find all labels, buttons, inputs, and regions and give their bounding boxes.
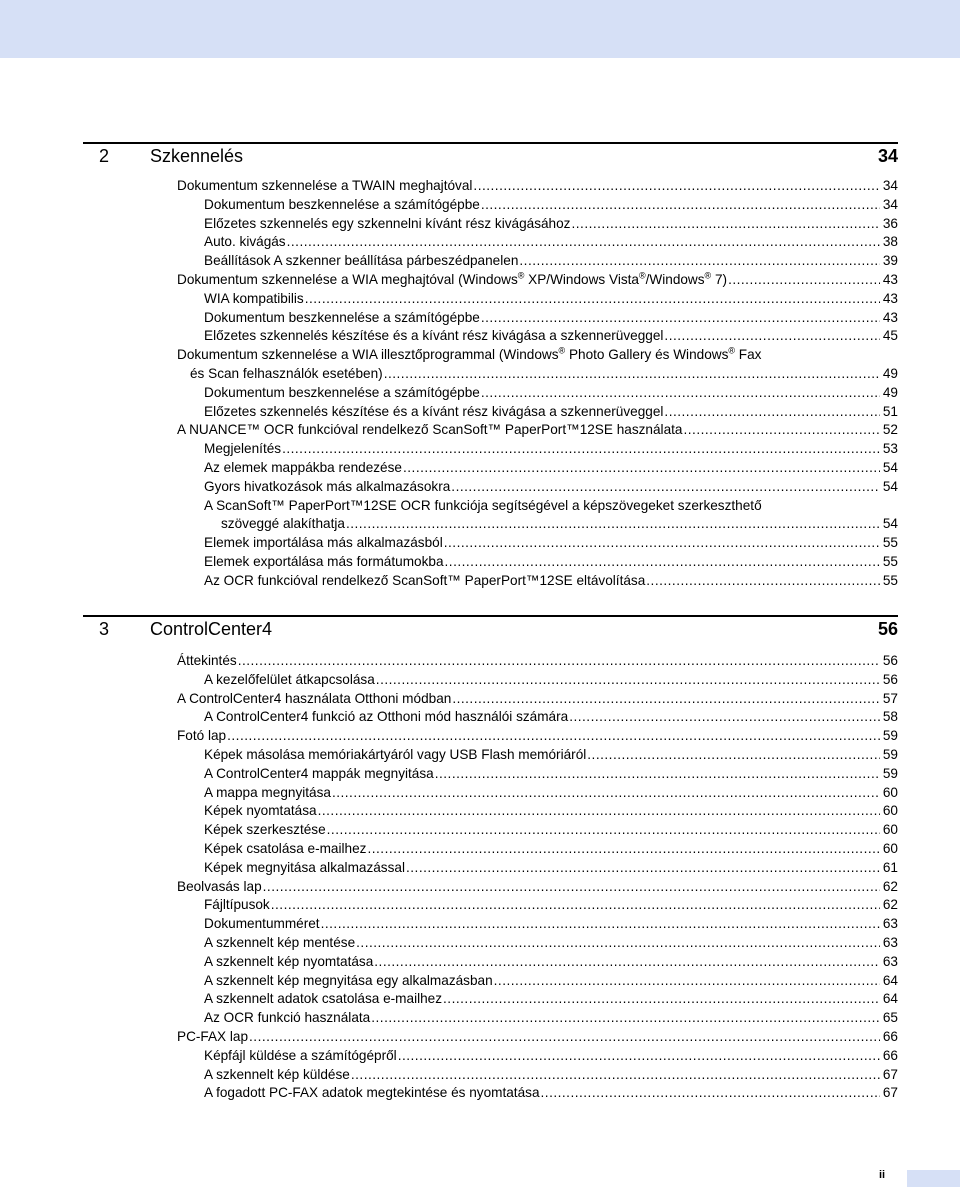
dot-leader [444, 534, 880, 553]
toc-entry[interactable] [0, 746, 960, 765]
toc-entry-page: 55 [880, 553, 898, 572]
toc-entry-text: Gyors hivatkozások más alkalmazásokra [204, 478, 451, 497]
toc-entry-page: 59 [880, 727, 898, 746]
toc-entry-page: 57 [880, 690, 898, 709]
toc-entry[interactable] [0, 953, 960, 972]
toc-entry-text: A szkennelt kép megnyitása egy alkalmazásban [204, 972, 494, 991]
toc-entry-page: 34 [880, 177, 898, 196]
registered-mark: ® [728, 345, 736, 356]
dot-leader [271, 896, 880, 915]
toc-entry-text: WIA kompatibilis [204, 290, 305, 309]
toc-list [0, 652, 960, 1103]
dot-leader [249, 1028, 880, 1047]
toc-entry-text: A kezelőfelület átkapcsolása [204, 671, 376, 690]
toc-entry-page: 64 [880, 990, 898, 1009]
dot-leader [541, 1084, 880, 1103]
toc-entry-text: A szkennelt kép küldése [204, 1066, 351, 1085]
chapter-heading [83, 142, 898, 169]
toc-entry-page: 55 [880, 572, 898, 591]
toc-entry-page: 58 [880, 708, 898, 727]
toc-entry-page: 43 [880, 309, 898, 328]
dot-leader [435, 765, 880, 784]
toc-entry[interactable] [0, 972, 960, 991]
dot-leader [318, 802, 880, 821]
toc-entry-page: 60 [880, 840, 898, 859]
toc-entry-page: 60 [880, 802, 898, 821]
toc-entry-page: 66 [880, 1047, 898, 1066]
dot-leader [287, 233, 880, 252]
toc-entry[interactable] [0, 915, 960, 934]
dot-leader [321, 915, 880, 934]
dot-leader [332, 784, 880, 803]
toc-entry[interactable] [0, 1047, 960, 1066]
toc-entry-page: 52 [880, 421, 898, 440]
toc-entry[interactable] [0, 1066, 960, 1085]
toc-entry-text: Beolvasás lap [177, 878, 263, 897]
toc-entry-page: 55 [880, 534, 898, 553]
toc-entry-page: 43 [880, 290, 898, 309]
toc-entry[interactable] [0, 671, 960, 690]
toc-entry-text: Dokumentum szkennelése a WIA illesztőprogrammal (Windows® Photo Gallery és Windows® Fax [177, 345, 762, 363]
dot-leader [371, 1009, 880, 1028]
dot-leader [587, 746, 880, 765]
toc-entry-text: Fotó lap [177, 727, 227, 746]
toc-entry[interactable] [0, 1084, 960, 1103]
toc-entry[interactable] [0, 252, 960, 271]
toc-entry[interactable] [0, 177, 960, 196]
toc-entry[interactable] [0, 765, 960, 784]
toc-entry[interactable] [0, 821, 960, 840]
registered-mark: ® [517, 270, 525, 281]
registered-mark: ® [704, 270, 712, 281]
toc-entry-text: Előzetes szkennelés készítése és a kívánt rész kivágása a szkennerüveggel [204, 403, 664, 422]
chapter-title: ControlCenter4 [150, 619, 273, 639]
toc-entry[interactable] [0, 690, 960, 709]
toc-entry[interactable] [0, 309, 960, 328]
toc-entry-text: A ControlCenter4 használata Otthoni módban [177, 690, 452, 709]
dot-leader [327, 821, 880, 840]
toc-entry-page: 65 [880, 1009, 898, 1028]
dot-leader [398, 1047, 880, 1066]
toc-entry-text: Képek nyomtatása [204, 802, 318, 821]
toc-entry-page: 67 [880, 1066, 898, 1085]
toc-entry[interactable] [0, 1009, 960, 1028]
toc-entry-page: 51 [880, 403, 898, 422]
toc-entry[interactable] [0, 290, 960, 309]
toc-entry-page: 63 [880, 934, 898, 953]
toc-entry-page: 61 [880, 859, 898, 878]
toc-entry-text: A ControlCenter4 mappák megnyitása [204, 765, 435, 784]
toc-entry[interactable] [0, 440, 960, 459]
chapter-page: 56 [877, 619, 898, 639]
toc-entry[interactable] [0, 421, 960, 440]
toc-entry[interactable] [0, 196, 960, 215]
toc-entry[interactable] [0, 403, 960, 422]
toc-entry-text: Az elemek mappákba rendezése [204, 459, 403, 478]
toc-entry-text: Képek csatolása e-mailhez [204, 840, 367, 859]
dot-leader [481, 309, 880, 328]
toc-entry-page: 45 [880, 327, 898, 346]
dot-leader [443, 990, 880, 1009]
toc-entry[interactable] [0, 478, 960, 497]
toc-entry[interactable] [0, 365, 960, 384]
toc-entry[interactable] [0, 990, 960, 1009]
toc-entry-text: A fogadott PC-FAX adatok megtekintése és nyomtatása [204, 1084, 541, 1103]
toc-entry-text: Dokumentum beszkennelése a számítógépbe [204, 196, 481, 215]
footer-band [907, 1170, 960, 1187]
toc-entry[interactable] [0, 572, 960, 591]
chapter-heading [83, 615, 898, 642]
toc-entry[interactable] [0, 553, 960, 572]
toc-entry[interactable] [0, 878, 960, 897]
dot-leader [282, 440, 880, 459]
toc-entry-page: 62 [880, 896, 898, 915]
toc-entry[interactable] [0, 459, 960, 478]
toc-entry-text: A mappa megnyitása [204, 784, 332, 803]
toc-entry-page: 60 [880, 784, 898, 803]
toc-entry-page: 36 [880, 215, 898, 234]
dot-leader [664, 403, 879, 422]
toc-entry[interactable] [0, 1028, 960, 1047]
toc-entry-text: A ControlCenter4 funkció az Otthoni mód használói számára [204, 708, 569, 727]
toc-entry[interactable] [0, 534, 960, 553]
toc-entry[interactable] [0, 859, 960, 878]
toc-entry-text: Dokumentum szkennelése a TWAIN meghajtóval [177, 177, 473, 196]
toc-entry-page: 59 [880, 746, 898, 765]
dot-leader [403, 459, 880, 478]
toc-entry[interactable] [0, 727, 960, 746]
toc-entry-text: A szkennelt kép nyomtatása [204, 953, 374, 972]
header-band [0, 0, 960, 58]
chapter-title: Szkennelés [150, 146, 244, 166]
toc-entry[interactable] [0, 384, 960, 403]
dot-leader [367, 840, 879, 859]
toc-entry-text: Képek megnyitása alkalmazással [204, 859, 406, 878]
toc-entry-text: Fájltípusok [204, 896, 271, 915]
toc-entry-text: Képek szerkesztése [204, 821, 327, 840]
toc-entry-page: 43 [880, 271, 898, 290]
toc-entry-text: A szkennelt adatok csatolása e-mailhez [204, 990, 443, 1009]
dot-leader [481, 196, 880, 215]
dot-leader [376, 671, 880, 690]
dot-leader [664, 327, 879, 346]
dot-leader [305, 290, 880, 309]
registered-mark: ® [558, 345, 566, 356]
toc-entry-text: Megjelenítés [204, 440, 282, 459]
toc-entry-text: Előzetes szkennelés készítése és a kívánt rész kivágása a szkennerüveggel [204, 327, 664, 346]
dot-leader [445, 553, 880, 572]
toc-entry-text: Előzetes szkennelés egy szkennelni kívánt rész kivágásához [204, 215, 571, 234]
toc-entry-page: 54 [880, 478, 898, 497]
toc-entry[interactable] [0, 708, 960, 727]
toc-entry[interactable] [0, 802, 960, 821]
toc-entry-page: 67 [880, 1084, 898, 1103]
dot-leader [494, 972, 880, 991]
toc-entry-text: szöveggé alakíthatja [221, 515, 346, 534]
dot-leader [374, 953, 880, 972]
toc-entry-text: Beállítások A szkenner beállítása párbeszédpanelen [204, 252, 519, 271]
toc-entry-page: 63 [880, 915, 898, 934]
toc-entry-page: 56 [880, 671, 898, 690]
toc-entry-text: Dokumentum beszkennelése a számítógépbe [204, 384, 481, 403]
toc-entry-text: Elemek exportálása más formátumokba [204, 553, 445, 572]
toc-entry[interactable] [0, 896, 960, 915]
dot-leader [263, 878, 880, 897]
toc-entry-page: 49 [880, 365, 898, 384]
toc-entry[interactable] [0, 233, 960, 252]
chapter-page: 34 [877, 146, 898, 166]
toc-entry[interactable] [0, 840, 960, 859]
toc-entry-text: Dokumentum beszkennelése a számítógépbe [204, 309, 481, 328]
dot-leader [351, 1066, 880, 1085]
toc-entry-page: 49 [880, 384, 898, 403]
page-number: ii [879, 1169, 886, 1181]
toc-entry-text: Dokumentumméret [204, 915, 321, 934]
toc-entry-text: A szkennelt kép mentése [204, 934, 356, 953]
toc-entry[interactable] [0, 515, 960, 534]
toc-entry-text: Elemek importálása más alkalmazásból [204, 534, 444, 553]
toc-entry-text: Auto. kivágás [204, 233, 287, 252]
dot-leader [356, 934, 880, 953]
toc-entry-page: 56 [880, 652, 898, 671]
toc-entry-text: Az OCR funkcióval rendelkező ScanSoft™ PaperPort™12SE eltávolítása [204, 572, 646, 591]
toc-entry[interactable] [0, 271, 960, 290]
toc-entry-page: 34 [880, 196, 898, 215]
toc-entry[interactable] [0, 652, 960, 671]
dot-leader [238, 652, 880, 671]
toc-entry-line [0, 346, 960, 365]
dot-leader [569, 708, 880, 727]
dot-leader [683, 421, 879, 440]
toc-entry-page: 38 [880, 233, 898, 252]
chapter-number: 2 [99, 146, 110, 166]
toc-entry-page: 60 [880, 821, 898, 840]
dot-leader [571, 215, 879, 234]
chapter-number: 3 [99, 619, 110, 639]
toc-entry-line [0, 497, 960, 516]
toc-entry-page: 53 [880, 440, 898, 459]
toc-entry-page: 66 [880, 1028, 898, 1047]
toc-entry[interactable] [0, 934, 960, 953]
toc-entry-text: Képek másolása memóriakártyáról vagy USB Flash memóriáról [204, 746, 587, 765]
toc-entry-text: PC-FAX lap [177, 1028, 249, 1047]
dot-leader [384, 365, 880, 384]
dot-leader [227, 727, 880, 746]
dot-leader [519, 252, 879, 271]
toc-entry[interactable] [0, 215, 960, 234]
dot-leader [473, 177, 879, 196]
toc-entry-text: Áttekintés [177, 652, 238, 671]
toc-entry-text: és Scan felhasználók esetében) [190, 365, 384, 384]
toc-entry-page: 54 [880, 459, 898, 478]
toc-entry-text: Dokumentum szkennelése a WIA meghajtóval (Windows® XP/Windows Vista®/Windows® 7) [177, 271, 728, 290]
toc-entry-page: 63 [880, 953, 898, 972]
dot-leader [646, 572, 880, 591]
toc-entry-text: A ScanSoft™ PaperPort™12SE OCR funkciója segítségével a képszövegeket szerkeszthető [204, 497, 762, 513]
toc-entry-page: 39 [880, 252, 898, 271]
toc-entry[interactable] [0, 784, 960, 803]
toc-entry[interactable] [0, 327, 960, 346]
dot-leader [346, 515, 880, 534]
toc-list [0, 177, 960, 591]
toc-entry-text: A NUANCE™ OCR funkcióval rendelkező ScanSoft™ PaperPort™12SE használata [177, 421, 683, 440]
dot-leader [481, 384, 880, 403]
toc-entry-page: 64 [880, 972, 898, 991]
dot-leader [728, 271, 880, 290]
dot-leader [406, 859, 880, 878]
dot-leader [452, 690, 880, 709]
toc-entry-page: 62 [880, 878, 898, 897]
dot-leader [451, 478, 880, 497]
toc-entry-page: 59 [880, 765, 898, 784]
toc-entry-text: Képfájl küldése a számítógépről [204, 1047, 398, 1066]
toc-entry-text: Az OCR funkció használata [204, 1009, 371, 1028]
registered-mark: ® [638, 270, 646, 281]
toc-entry-page: 54 [880, 515, 898, 534]
